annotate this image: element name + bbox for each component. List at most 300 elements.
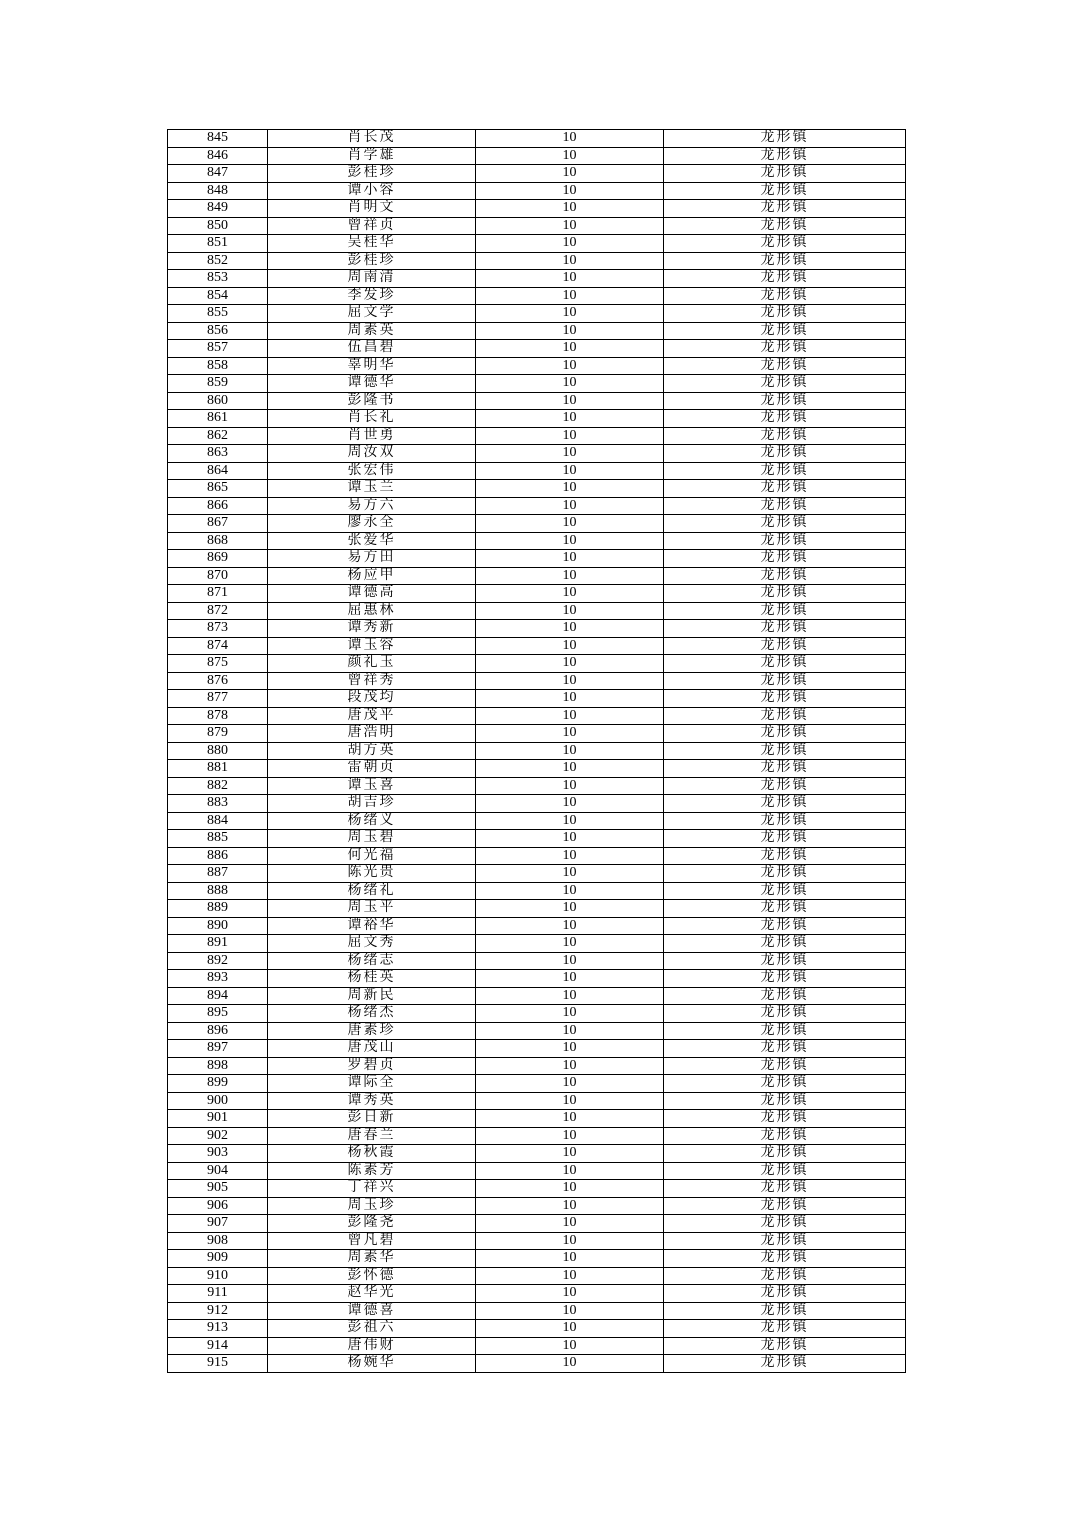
name-cell: 彭隆书 — [268, 392, 476, 410]
name-cell: 屈文学 — [268, 305, 476, 323]
serial-number-cell: 870 — [168, 567, 268, 585]
amount-cell: 10 — [476, 1110, 664, 1128]
town-cell: 龙形镇 — [664, 1127, 906, 1145]
amount-cell: 10 — [476, 812, 664, 830]
name-cell: 雷朝贞 — [268, 760, 476, 778]
serial-number-cell: 858 — [168, 357, 268, 375]
serial-number-cell: 849 — [168, 200, 268, 218]
name-cell: 段茂均 — [268, 690, 476, 708]
table-row — [168, 235, 906, 253]
roster-table — [167, 129, 906, 1373]
amount-cell: 10 — [476, 1180, 664, 1198]
serial-number-cell: 852 — [168, 252, 268, 270]
town-cell: 龙形镇 — [664, 305, 906, 323]
name-cell: 周素英 — [268, 322, 476, 340]
amount-cell: 10 — [476, 637, 664, 655]
town-cell: 龙形镇 — [664, 1197, 906, 1215]
name-cell: 肖学雄 — [268, 147, 476, 165]
name-cell: 谭德喜 — [268, 1302, 476, 1320]
name-cell: 肖长茂 — [268, 130, 476, 148]
amount-cell: 10 — [476, 1250, 664, 1268]
town-cell: 龙形镇 — [664, 1337, 906, 1355]
table-row — [168, 637, 906, 655]
amount-cell: 10 — [476, 567, 664, 585]
table-row — [168, 830, 906, 848]
table-row — [168, 1197, 906, 1215]
amount-cell: 10 — [476, 1145, 664, 1163]
amount-cell: 10 — [476, 1320, 664, 1338]
town-cell: 龙形镇 — [664, 1267, 906, 1285]
table-row — [168, 1355, 906, 1373]
name-cell: 张宏伟 — [268, 462, 476, 480]
table-row — [168, 1145, 906, 1163]
town-cell: 龙形镇 — [664, 480, 906, 498]
table-row — [168, 1092, 906, 1110]
town-cell: 龙形镇 — [664, 812, 906, 830]
town-cell: 龙形镇 — [664, 340, 906, 358]
serial-number-cell: 890 — [168, 917, 268, 935]
serial-number-cell: 901 — [168, 1110, 268, 1128]
amount-cell: 10 — [476, 760, 664, 778]
town-cell: 龙形镇 — [664, 1320, 906, 1338]
table-row — [168, 655, 906, 673]
amount-cell: 10 — [476, 1127, 664, 1145]
name-cell: 谭德华 — [268, 375, 476, 393]
town-cell: 龙形镇 — [664, 672, 906, 690]
town-cell: 龙形镇 — [664, 1092, 906, 1110]
amount-cell: 10 — [476, 655, 664, 673]
amount-cell: 10 — [476, 970, 664, 988]
amount-cell: 10 — [476, 235, 664, 253]
amount-cell: 10 — [476, 305, 664, 323]
serial-number-cell: 879 — [168, 725, 268, 743]
amount-cell: 10 — [476, 935, 664, 953]
name-cell: 何光福 — [268, 847, 476, 865]
table-row — [168, 760, 906, 778]
amount-cell: 10 — [476, 1337, 664, 1355]
table-row — [168, 970, 906, 988]
town-cell: 龙形镇 — [664, 235, 906, 253]
roster-table-body — [168, 130, 906, 1373]
serial-number-cell: 855 — [168, 305, 268, 323]
serial-number-cell: 885 — [168, 830, 268, 848]
amount-cell: 10 — [476, 1075, 664, 1093]
amount-cell: 10 — [476, 1285, 664, 1303]
town-cell: 龙形镇 — [664, 1180, 906, 1198]
town-cell: 龙形镇 — [664, 585, 906, 603]
name-cell: 彭祖六 — [268, 1320, 476, 1338]
amount-cell: 10 — [476, 480, 664, 498]
table-row — [168, 882, 906, 900]
town-cell: 龙形镇 — [664, 1285, 906, 1303]
amount-cell: 10 — [476, 270, 664, 288]
name-cell: 屈文秀 — [268, 935, 476, 953]
table-row — [168, 392, 906, 410]
name-cell: 唐茂平 — [268, 707, 476, 725]
amount-cell: 10 — [476, 742, 664, 760]
town-cell: 龙形镇 — [664, 287, 906, 305]
town-cell: 龙形镇 — [664, 1057, 906, 1075]
name-cell: 唐素珍 — [268, 1022, 476, 1040]
name-cell: 周玉碧 — [268, 830, 476, 848]
name-cell: 曾凡碧 — [268, 1232, 476, 1250]
amount-cell: 10 — [476, 882, 664, 900]
serial-number-cell: 860 — [168, 392, 268, 410]
serial-number-cell: 856 — [168, 322, 268, 340]
name-cell: 杨绪义 — [268, 812, 476, 830]
amount-cell: 10 — [476, 865, 664, 883]
name-cell: 周汝双 — [268, 445, 476, 463]
town-cell: 龙形镇 — [664, 462, 906, 480]
serial-number-cell: 851 — [168, 235, 268, 253]
town-cell: 龙形镇 — [664, 847, 906, 865]
name-cell: 辜明华 — [268, 357, 476, 375]
serial-number-cell: 899 — [168, 1075, 268, 1093]
name-cell: 曾祥贞 — [268, 217, 476, 235]
table-row — [168, 812, 906, 830]
town-cell: 龙形镇 — [664, 567, 906, 585]
amount-cell: 10 — [476, 900, 664, 918]
town-cell: 龙形镇 — [664, 690, 906, 708]
table-row — [168, 900, 906, 918]
amount-cell: 10 — [476, 445, 664, 463]
amount-cell: 10 — [476, 620, 664, 638]
serial-number-cell: 884 — [168, 812, 268, 830]
name-cell: 杨绪礼 — [268, 882, 476, 900]
name-cell: 肖长礼 — [268, 410, 476, 428]
town-cell: 龙形镇 — [664, 497, 906, 515]
name-cell: 唐春兰 — [268, 1127, 476, 1145]
name-cell: 杨桂英 — [268, 970, 476, 988]
amount-cell: 10 — [476, 252, 664, 270]
town-cell: 龙形镇 — [664, 707, 906, 725]
town-cell: 龙形镇 — [664, 882, 906, 900]
name-cell: 彭隆尧 — [268, 1215, 476, 1233]
name-cell: 曾祥秀 — [268, 672, 476, 690]
serial-number-cell: 848 — [168, 182, 268, 200]
amount-cell: 10 — [476, 1057, 664, 1075]
serial-number-cell: 868 — [168, 532, 268, 550]
table-row — [168, 1267, 906, 1285]
amount-cell: 10 — [476, 795, 664, 813]
town-cell: 龙形镇 — [664, 620, 906, 638]
table-row — [168, 375, 906, 393]
amount-cell: 10 — [476, 725, 664, 743]
town-cell: 龙形镇 — [664, 900, 906, 918]
amount-cell: 10 — [476, 462, 664, 480]
town-cell: 龙形镇 — [664, 270, 906, 288]
amount-cell: 10 — [476, 322, 664, 340]
name-cell: 丁祥兴 — [268, 1180, 476, 1198]
name-cell: 杨秋霞 — [268, 1145, 476, 1163]
table-row — [168, 585, 906, 603]
table-row — [168, 515, 906, 533]
serial-number-cell: 864 — [168, 462, 268, 480]
name-cell: 周素华 — [268, 1250, 476, 1268]
serial-number-cell: 873 — [168, 620, 268, 638]
town-cell: 龙形镇 — [664, 1075, 906, 1093]
table-row — [168, 462, 906, 480]
name-cell: 屈惠林 — [268, 602, 476, 620]
town-cell: 龙形镇 — [664, 200, 906, 218]
name-cell: 谭德高 — [268, 585, 476, 603]
table-row — [168, 200, 906, 218]
town-cell: 龙形镇 — [664, 1215, 906, 1233]
serial-number-cell: 915 — [168, 1355, 268, 1373]
serial-number-cell: 902 — [168, 1127, 268, 1145]
amount-cell: 10 — [476, 672, 664, 690]
amount-cell: 10 — [476, 952, 664, 970]
table-row — [168, 917, 906, 935]
serial-number-cell: 906 — [168, 1197, 268, 1215]
amount-cell: 10 — [476, 1040, 664, 1058]
serial-number-cell: 903 — [168, 1145, 268, 1163]
town-cell: 龙形镇 — [664, 322, 906, 340]
amount-cell: 10 — [476, 1267, 664, 1285]
name-cell: 李发珍 — [268, 287, 476, 305]
amount-cell: 10 — [476, 165, 664, 183]
serial-number-cell: 897 — [168, 1040, 268, 1058]
town-cell: 龙形镇 — [664, 445, 906, 463]
name-cell: 赵华光 — [268, 1285, 476, 1303]
table-row — [168, 322, 906, 340]
serial-number-cell: 859 — [168, 375, 268, 393]
table-row — [168, 550, 906, 568]
town-cell: 龙形镇 — [664, 1302, 906, 1320]
town-cell: 龙形镇 — [664, 1110, 906, 1128]
amount-cell: 10 — [476, 200, 664, 218]
amount-cell: 10 — [476, 375, 664, 393]
table-row — [168, 497, 906, 515]
amount-cell: 10 — [476, 392, 664, 410]
name-cell: 周玉平 — [268, 900, 476, 918]
town-cell: 龙形镇 — [664, 637, 906, 655]
name-cell: 吴桂华 — [268, 235, 476, 253]
name-cell: 彭桂珍 — [268, 165, 476, 183]
name-cell: 陈素芳 — [268, 1162, 476, 1180]
town-cell: 龙形镇 — [664, 830, 906, 848]
town-cell: 龙形镇 — [664, 1355, 906, 1373]
serial-number-cell: 907 — [168, 1215, 268, 1233]
name-cell: 颜礼玉 — [268, 655, 476, 673]
town-cell: 龙形镇 — [664, 970, 906, 988]
name-cell: 谭玉容 — [268, 637, 476, 655]
amount-cell: 10 — [476, 497, 664, 515]
table-row — [168, 1110, 906, 1128]
serial-number-cell: 874 — [168, 637, 268, 655]
table-row — [168, 690, 906, 708]
name-cell: 彭桂珍 — [268, 252, 476, 270]
amount-cell: 10 — [476, 585, 664, 603]
table-row — [168, 532, 906, 550]
table-row — [168, 1285, 906, 1303]
serial-number-cell: 882 — [168, 777, 268, 795]
town-cell: 龙形镇 — [664, 602, 906, 620]
town-cell: 龙形镇 — [664, 1232, 906, 1250]
table-row — [168, 182, 906, 200]
town-cell: 龙形镇 — [664, 515, 906, 533]
amount-cell: 10 — [476, 602, 664, 620]
table-row — [168, 567, 906, 585]
serial-number-cell: 898 — [168, 1057, 268, 1075]
serial-number-cell: 893 — [168, 970, 268, 988]
table-row — [168, 270, 906, 288]
serial-number-cell: 911 — [168, 1285, 268, 1303]
serial-number-cell: 871 — [168, 585, 268, 603]
name-cell: 谭小容 — [268, 182, 476, 200]
town-cell: 龙形镇 — [664, 1162, 906, 1180]
serial-number-cell: 845 — [168, 130, 268, 148]
table-row — [168, 1040, 906, 1058]
table-row — [168, 707, 906, 725]
name-cell: 肖世勇 — [268, 427, 476, 445]
amount-cell: 10 — [476, 707, 664, 725]
serial-number-cell: 872 — [168, 602, 268, 620]
serial-number-cell: 886 — [168, 847, 268, 865]
serial-number-cell: 846 — [168, 147, 268, 165]
serial-number-cell: 869 — [168, 550, 268, 568]
name-cell: 杨绪杰 — [268, 1005, 476, 1023]
amount-cell: 10 — [476, 427, 664, 445]
table-row — [168, 1022, 906, 1040]
town-cell: 龙形镇 — [664, 987, 906, 1005]
amount-cell: 10 — [476, 1215, 664, 1233]
serial-number-cell: 909 — [168, 1250, 268, 1268]
serial-number-cell: 866 — [168, 497, 268, 515]
amount-cell: 10 — [476, 777, 664, 795]
table-row — [168, 725, 906, 743]
town-cell: 龙形镇 — [664, 130, 906, 148]
serial-number-cell: 888 — [168, 882, 268, 900]
town-cell: 龙形镇 — [664, 795, 906, 813]
table-row — [168, 742, 906, 760]
amount-cell: 10 — [476, 1197, 664, 1215]
table-row — [168, 1075, 906, 1093]
amount-cell: 10 — [476, 1162, 664, 1180]
name-cell: 彭怀德 — [268, 1267, 476, 1285]
name-cell: 罗碧贞 — [268, 1057, 476, 1075]
table-row — [168, 165, 906, 183]
amount-cell: 10 — [476, 410, 664, 428]
table-row — [168, 1302, 906, 1320]
town-cell: 龙形镇 — [664, 1250, 906, 1268]
amount-cell: 10 — [476, 340, 664, 358]
serial-number-cell: 876 — [168, 672, 268, 690]
town-cell: 龙形镇 — [664, 182, 906, 200]
serial-number-cell: 863 — [168, 445, 268, 463]
table-row — [168, 480, 906, 498]
town-cell: 龙形镇 — [664, 655, 906, 673]
serial-number-cell: 904 — [168, 1162, 268, 1180]
name-cell: 杨绪志 — [268, 952, 476, 970]
table-row — [168, 252, 906, 270]
town-cell: 龙形镇 — [664, 1145, 906, 1163]
town-cell: 龙形镇 — [664, 392, 906, 410]
town-cell: 龙形镇 — [664, 147, 906, 165]
amount-cell: 10 — [476, 1022, 664, 1040]
amount-cell: 10 — [476, 217, 664, 235]
table-row — [168, 1250, 906, 1268]
table-row — [168, 445, 906, 463]
table-row — [168, 130, 906, 148]
table-row — [168, 795, 906, 813]
table-row — [168, 1162, 906, 1180]
serial-number-cell: 908 — [168, 1232, 268, 1250]
name-cell: 廖永全 — [268, 515, 476, 533]
town-cell: 龙形镇 — [664, 1040, 906, 1058]
name-cell: 谭裕华 — [268, 917, 476, 935]
serial-number-cell: 877 — [168, 690, 268, 708]
serial-number-cell: 891 — [168, 935, 268, 953]
town-cell: 龙形镇 — [664, 917, 906, 935]
name-cell: 伍昌碧 — [268, 340, 476, 358]
table-row — [168, 1232, 906, 1250]
table-row — [168, 935, 906, 953]
serial-number-cell: 913 — [168, 1320, 268, 1338]
name-cell: 彭日新 — [268, 1110, 476, 1128]
name-cell: 谭玉喜 — [268, 777, 476, 795]
table-row — [168, 1180, 906, 1198]
town-cell: 龙形镇 — [664, 865, 906, 883]
name-cell: 谭秀新 — [268, 620, 476, 638]
name-cell: 谭玉兰 — [268, 480, 476, 498]
table-row — [168, 865, 906, 883]
table-row — [168, 1127, 906, 1145]
name-cell: 杨应甲 — [268, 567, 476, 585]
town-cell: 龙形镇 — [664, 742, 906, 760]
serial-number-cell: 847 — [168, 165, 268, 183]
table-row — [168, 340, 906, 358]
serial-number-cell: 912 — [168, 1302, 268, 1320]
name-cell: 易方六 — [268, 497, 476, 515]
serial-number-cell: 895 — [168, 1005, 268, 1023]
table-row — [168, 1320, 906, 1338]
table-row — [168, 147, 906, 165]
amount-cell: 10 — [476, 357, 664, 375]
serial-number-cell: 905 — [168, 1180, 268, 1198]
town-cell: 龙形镇 — [664, 1022, 906, 1040]
amount-cell: 10 — [476, 1232, 664, 1250]
town-cell: 龙形镇 — [664, 935, 906, 953]
name-cell: 周南清 — [268, 270, 476, 288]
serial-number-cell: 889 — [168, 900, 268, 918]
serial-number-cell: 861 — [168, 410, 268, 428]
town-cell: 龙形镇 — [664, 375, 906, 393]
serial-number-cell: 883 — [168, 795, 268, 813]
amount-cell: 10 — [476, 987, 664, 1005]
serial-number-cell: 862 — [168, 427, 268, 445]
table-row — [168, 847, 906, 865]
amount-cell: 10 — [476, 550, 664, 568]
amount-cell: 10 — [476, 690, 664, 708]
table-row — [168, 1215, 906, 1233]
amount-cell: 10 — [476, 1355, 664, 1373]
amount-cell: 10 — [476, 1092, 664, 1110]
serial-number-cell: 894 — [168, 987, 268, 1005]
town-cell: 龙形镇 — [664, 550, 906, 568]
name-cell: 胡吉珍 — [268, 795, 476, 813]
amount-cell: 10 — [476, 830, 664, 848]
table-row — [168, 287, 906, 305]
serial-number-cell: 910 — [168, 1267, 268, 1285]
name-cell: 唐伟财 — [268, 1337, 476, 1355]
name-cell: 唐浩明 — [268, 725, 476, 743]
amount-cell: 10 — [476, 1302, 664, 1320]
table-row — [168, 1057, 906, 1075]
name-cell: 周新民 — [268, 987, 476, 1005]
name-cell: 杨婉华 — [268, 1355, 476, 1373]
table-row — [168, 1337, 906, 1355]
